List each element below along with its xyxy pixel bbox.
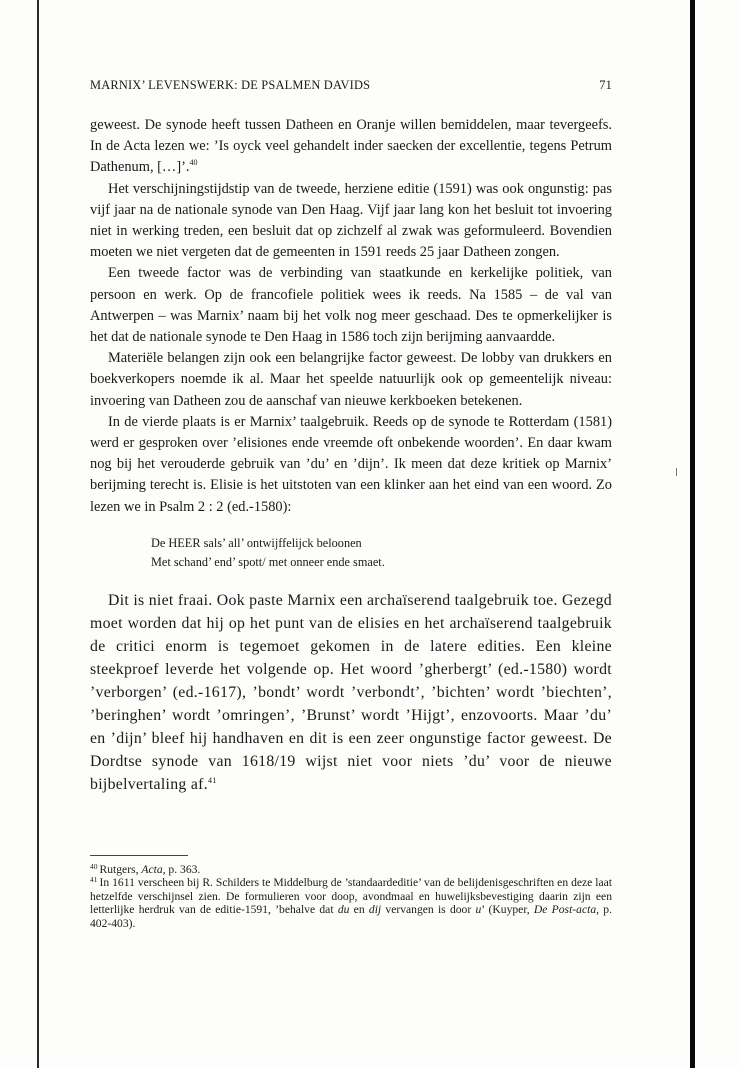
footnote-ref-41[interactable]: 41 bbox=[208, 775, 217, 785]
footnote-number: 40 bbox=[90, 862, 98, 871]
paragraph-3: Een tweede factor was de verbinding van staatkunde en kerkelijke politiek, van persoon en werk. Op de francofiele politiek wees ik reeds. Na 1585 – de val van Antwerpen – was Marnix’ naam bij het volk nog meer geschaad. Des te opmerkelijker is het dat de nationale synode te Den Haag in 1586 toch zijn berijming aanvaardde. bbox=[90, 265, 612, 346]
footnote-number: 41 bbox=[90, 875, 98, 885]
footnote-text: p. 363. bbox=[165, 863, 201, 876]
footnote-word: du bbox=[337, 903, 350, 917]
paragraph-2: Het verschijningstijdstip van de tweede, herziene editie (1591) was ook ongunstig: pas vijf jaar na de nationale synode van Den Haag. Vijf jaar lang kon het besluit tot invoering niet in werking treden, een besluit dat op zichzelf al zwak was geformuleerd. Bovendien moeten we niet vergeten dat de gemeenten in 1591 reeds 25 jaar Datheen zongen. bbox=[90, 180, 612, 261]
footnotes bbox=[90, 863, 612, 930]
footnote-text: vervangen is door bbox=[381, 903, 476, 917]
paragraph-4: Materiële belangen zijn ook een belangrijke factor geweest. De lobby van drukkers en boekverkopers noemde ik al. Maar het speelde natuurlijk ook op gemeentelijk niveau: invoering van Datheen zou de aanschaf van nieuwe kerkboeken betekenen. bbox=[90, 350, 612, 409]
footnote-word: dij bbox=[368, 903, 382, 917]
paragraph-5: In de vierde plaats is er Marnix’ taalgebruik. Reeds op de synode te Rotterdam (1581) werd er gesproken over ’elisiones ende vreemde oft onbekende woorden’. En daar kwam nog bij het verouderde gebruik van ’du’ en ’dijn’. Ik meen dat deze kritiek op Marnix’ berijming terecht is. Elisie is het uitstoten van een klinker aan het eind van een woord. Zo lezen we in Psalm 2 : 2 (ed.-1580): bbox=[90, 413, 612, 515]
running-title: MARNIX’ LEVENSWERK: DE PSALMEN DAVIDS bbox=[90, 78, 371, 92]
footnote-word: u bbox=[475, 903, 482, 917]
main-text bbox=[90, 115, 612, 796]
footnote-40 bbox=[90, 863, 612, 876]
footnote-text: p. 402-403). bbox=[90, 903, 612, 930]
paragraph-6-text: Dit is niet fraai. Ook paste Marnix een archaïserend taalgebruik toe. Gezegd moet worden dat hij op het punt van de elisies en het archaïserend taalgebruik de critici enorm is tegemoet gekomen in de latere edities. Een kleine steekproef leverde het volgende op. Het woord ’gherbergt’ (ed.-1580) wordt ’verborgen’ (ed.-1617), ’bondt’ wordt ’verbondt’, ’bichten’ wordt ’biechten’, ’beringhen’ wordt ’omringen’, ’Brunst’ wordt ’Hijgt’, enzovoorts. Maar ’du’ en ’dijn’ bleef hij handhaven en dit is een zeer ongunstige factor geweest. De Dordtse synode van 1618/19 wijst niet voor niets ’du’ voor de nieuwe bijbelvertaling af. bbox=[90, 591, 612, 793]
footnote-text: en bbox=[349, 903, 369, 917]
quote-line: De HEER sals’ all’ ontwijffelijck beloonen bbox=[151, 535, 362, 550]
paragraph-1 bbox=[90, 115, 612, 179]
page-scan-edge bbox=[690, 0, 695, 1068]
footnote-41 bbox=[90, 876, 612, 930]
footnote-text: In 1611 verscheen bij R. Schilders te Middelburg de ’standaardeditie’ van de belijdenisgeschriften en deze laat hetzelfde verschijnsel zien. De formulieren voor doop, avondmaal en huwelijksbevestiging daarin zijn een letterlijke herdruk van de editie-1591, ’behalve dat bbox=[90, 876, 612, 917]
paragraph-6 bbox=[90, 589, 612, 796]
footnote-title: De Post-acta, bbox=[533, 903, 600, 917]
paragraph-1-text: geweest. De synode heeft tussen Datheen en Oranje willen bemiddelen, maar tevergeefs. In de Acta lezen we: ’Is oyck veel gehandelt inder saecken der excellentie, tegens Petrum Dathenum, […]’. bbox=[90, 117, 612, 176]
scan-speck bbox=[676, 468, 677, 476]
page-gutter-edge bbox=[37, 0, 39, 1068]
psalm-quote bbox=[151, 534, 612, 572]
footnote-separator bbox=[90, 855, 188, 856]
footnote-text: Rutgers, bbox=[99, 863, 142, 876]
footnote-title: Acta, bbox=[141, 863, 166, 876]
running-header bbox=[90, 78, 612, 96]
footnote-text: ’ (Kuyper, bbox=[481, 903, 534, 917]
footnote-ref-40[interactable]: 40 bbox=[189, 158, 198, 168]
quote-line: Met schand’ end’ spott/ met onneer ende smaet. bbox=[151, 554, 385, 569]
page-number: 71 bbox=[599, 78, 612, 92]
